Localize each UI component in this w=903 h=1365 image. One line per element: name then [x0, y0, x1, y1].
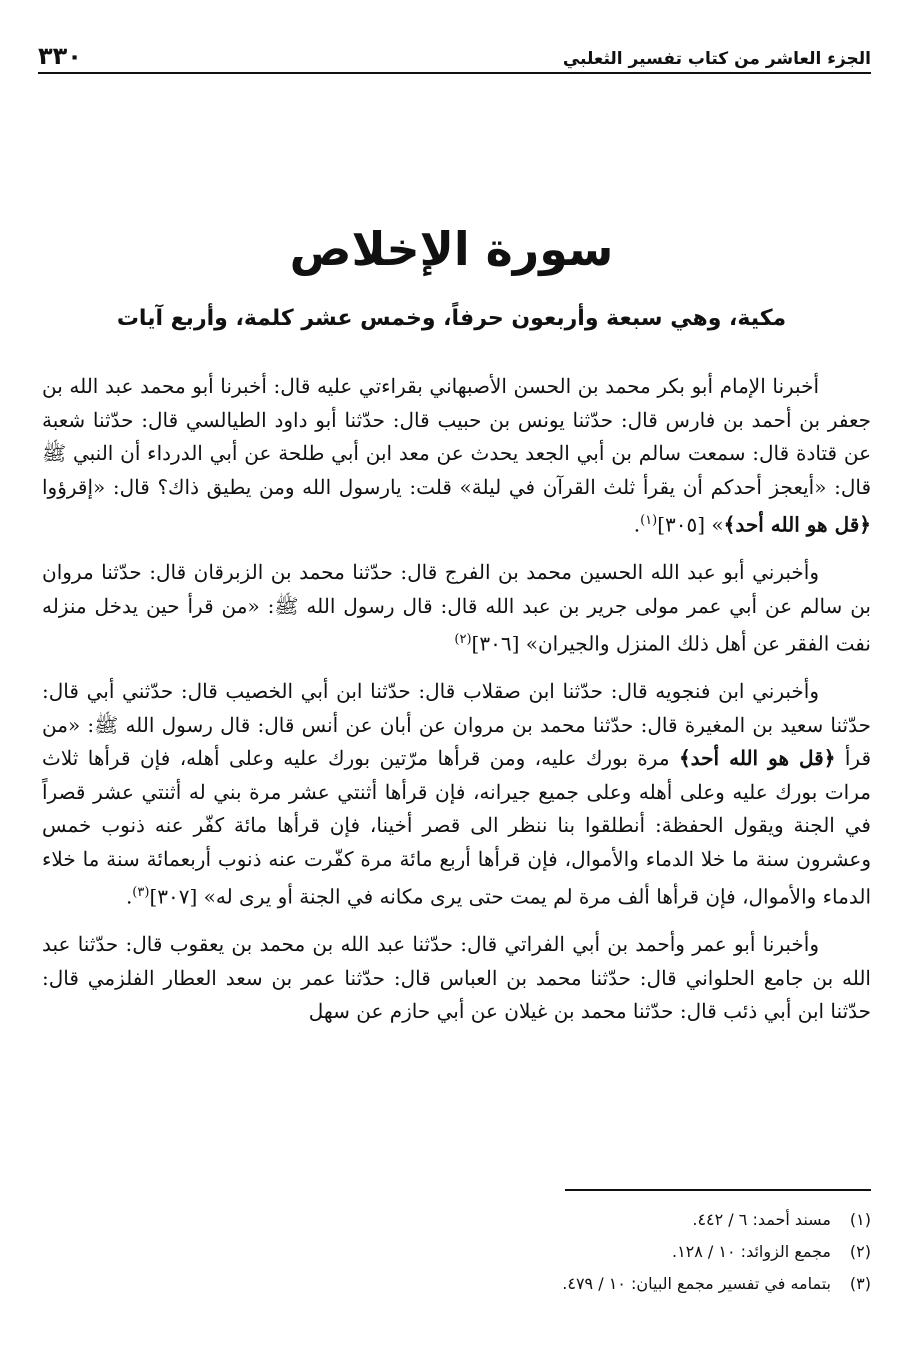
- paragraph-text: » [٣٠٥]: [657, 512, 724, 537]
- footnote-text: مسند أحمد: ٦ / ٤٤٢.: [692, 1210, 831, 1229]
- paragraph-text: وأخبرني ابن فنجويه قال: حدّثنا ابن صقلاب قال: حدّثنا ابن أبي الخصيب قال: حدّثني أبي قال: حدّثنا سعيد بن المغيرة قال: حدّثنا محمد بن مروان عن أبان عن أنس قال: قال رسول الله ﷺ: «من قرأ: [42, 679, 872, 771]
- footnote-marker[interactable]: (٢): [454, 632, 472, 648]
- running-header: [38, 36, 871, 74]
- footnote-marker[interactable]: (١): [640, 513, 658, 528]
- footnote-text: مجمع الزوائد: ١٠ / ١٢٨.: [671, 1242, 831, 1261]
- page-number: ٣٣٠: [38, 42, 82, 70]
- paragraph-text: أخبرنا الإمام أبو بكر محمد بن الحسن الأصبهاني بقراءتي عليه قال: أخبرنا أبو محمد عبد الله بن جعفر بن أحمد بن فارس قال: حدّثنا يونس بن حبيب قال: حدّثنا أبو داود الطيالسي قال: حدّثنا شعبة عن قتادة قال: سمعت سالم بن أبي الجعد يحدث عن معد ابن أبي طلحة عن أبي الدرداء أن النبي ﷺ قال: «أيعجز أحدكم أن يقرأ ثلث القرآن في ليلة» قلت: يارسول الله ومن يطيق ذاك؟ قال: «إقرؤوا: [42, 374, 871, 499]
- quran-quote: ﴿قل هو الله أحد﴾: [723, 512, 871, 537]
- paragraph-text: مرة بورك عليه، ومن قرأها مرّتين بورك عليه وعلى أهله، فإن قرأها ثلاث مرات بورك عليه وعلى أهله وعلى جميع جيرانه، فإن قرأها أثنتي عشر مرة بني له أثنتي عشر قصراً في الجنة ويقول الحفظة: أنطلقوا بنا ننظر الى قصر أخينا، فإن قرأها مائة كفّر عنه ذنوب خمس وعشرون سنة ما خلا الدماء والأموال، فإن قرأها أربع مائة مرة كفّرت عنه ذنوب أربعمائة سنة ما خلاء الدماء والأموال، فإن قرأها ألف مرة لم يمت حتى يرى مكانه في الجنة أو يرى له» [٣٠٧]: [42, 746, 871, 909]
- paragraph-end: .: [633, 512, 641, 537]
- footnote-item: [300, 1204, 871, 1236]
- footnote-text: بتمامه في تفسير مجمع البيان: ١٠ / ٤٧٩.: [562, 1274, 831, 1293]
- book-title: الجزء العاشر من كتاب تفسير الثعلبي: [562, 49, 871, 69]
- paragraph-4: [42, 928, 871, 1029]
- surah-subtitle: مكية، وهي سبعة وأربعون حرفاً، وخمس عشر كلمة، وأربع آيات: [116, 306, 787, 331]
- footnote-marker[interactable]: (٣): [132, 885, 150, 901]
- footnotes: [300, 1204, 871, 1300]
- paragraph-end: .: [125, 884, 133, 909]
- footnote-number: (٢): [849, 1242, 871, 1261]
- body-text: [42, 370, 871, 1043]
- footnote-item: [300, 1236, 871, 1268]
- paragraph-text: وأخبرني أبو عبد الله الحسين محمد بن الفرج قال: حدّثنا محمد بن الزبرقان قال: حدّثنا مروان بن سالم عن أبي عمر مولى جرير بن عبد الله قال: قال رسول الله ﷺ: «من قرأ حين يدخل منزله نفت الفقر عن أهل ذلك المنزل والجيران» [٣٠٦]: [42, 560, 871, 656]
- paragraph-text: وأخبرنا أبو عمر وأحمد بن أبي الفراتي قال: حدّثنا عبد الله بن محمد بن يعقوب قال: حدّثنا عبد الله بن جامع الحلواني قال: حدّثنا محمد بن العباس قال: حدّثنا عمر بن سعد العطار الفلزمي قال: حدّثنا ابن أبي ذئب قال: حدّثنا محمد بن غيلان عن أبي حازم عن سهل: [42, 932, 871, 1024]
- paragraph-3: [42, 675, 871, 914]
- paragraph-1: [42, 370, 871, 542]
- quran-quote: ﴿قل هو الله أحد﴾: [678, 746, 836, 771]
- footnote-number: (١): [849, 1210, 871, 1229]
- footnote-item: [300, 1268, 871, 1300]
- surah-title: سورة الإخلاص: [289, 222, 614, 276]
- footnote-divider: [565, 1189, 871, 1191]
- paragraph-2: [42, 556, 871, 661]
- footnote-number: (٣): [849, 1274, 871, 1293]
